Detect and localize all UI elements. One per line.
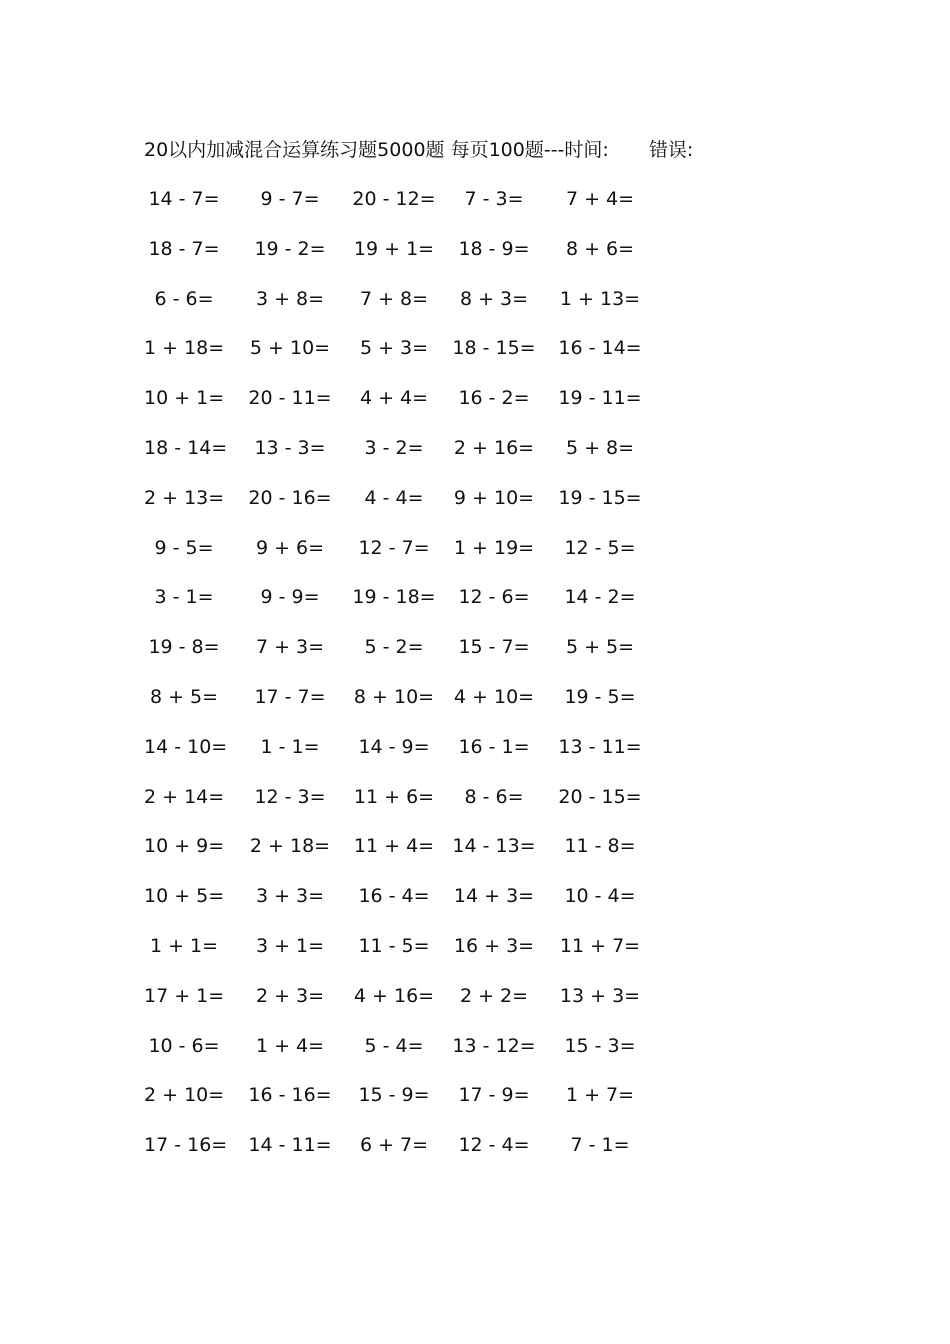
problem-item: 14 - 13= (452, 835, 536, 858)
problem-item: 16 + 3= (453, 934, 535, 957)
problem-item: 11 - 8= (564, 835, 636, 858)
problem-item: 1 + 1= (149, 934, 219, 957)
problem-item: 4 + 4= (359, 387, 429, 410)
problem-item: 13 + 3= (559, 984, 641, 1007)
worksheet-title: 20以内加减混合运算练习题5000题 每页100题---时间: (144, 139, 609, 161)
problem-item: 14 - 7= (148, 188, 220, 210)
problem-item: 3 + 8= (255, 287, 325, 310)
problem-item: 9 + 10= (453, 486, 535, 509)
problem-item: 17 + 1= (144, 984, 225, 1007)
problem-item: 12 - 4= (458, 1134, 530, 1157)
problem-item: 16 - 16= (248, 1084, 332, 1107)
problem-item: 8 + 3= (459, 287, 529, 310)
problem-item: 18 - 7= (148, 237, 220, 260)
problem-item: 16 - 2= (458, 387, 530, 410)
problem-item: 8 + 5= (149, 685, 219, 708)
problem-row (144, 334, 664, 384)
problem-row (144, 534, 664, 584)
problem-item: 1 + 4= (255, 1034, 325, 1057)
problem-row (144, 633, 664, 683)
problem-item: 15 - 7= (458, 636, 530, 659)
problem-row (144, 285, 664, 335)
problem-item: 9 - 9= (260, 586, 320, 609)
problem-item: 13 - 12= (452, 1034, 536, 1057)
problem-item: 2 + 2= (459, 984, 529, 1007)
problem-item: 18 - 15= (452, 337, 536, 360)
problem-item: 2 + 18= (249, 835, 331, 858)
problem-item: 14 - 10= (144, 735, 228, 758)
problem-row (144, 1081, 664, 1131)
problem-item: 2 + 16= (453, 436, 535, 459)
problem-row (144, 733, 664, 783)
problem-item: 1 + 18= (144, 337, 225, 360)
problem-item: 10 - 4= (564, 885, 636, 908)
problem-item: 11 + 4= (353, 835, 435, 858)
problem-item: 5 + 5= (565, 636, 635, 659)
problem-grid (144, 185, 664, 1181)
problem-item: 4 + 16= (353, 984, 435, 1007)
problem-item: 12 - 6= (458, 586, 530, 609)
problem-row (144, 583, 664, 633)
problem-item: 11 + 7= (559, 934, 641, 957)
problem-row (144, 235, 664, 285)
problem-item: 19 - 11= (558, 387, 642, 410)
problem-item: 19 - 15= (558, 486, 642, 509)
problem-item: 7 - 3= (464, 188, 524, 210)
problem-item: 3 - 1= (154, 586, 214, 609)
problem-item: 11 + 6= (353, 785, 435, 808)
problem-item: 2 + 13= (144, 486, 225, 509)
problem-item: 1 - 1= (260, 735, 320, 758)
problem-row (144, 932, 664, 982)
problem-item: 16 - 4= (358, 885, 430, 908)
problem-item: 5 + 10= (249, 337, 331, 360)
problem-item: 10 + 9= (144, 835, 225, 858)
problem-item: 14 - 2= (564, 586, 636, 609)
problem-item: 3 + 1= (255, 934, 325, 957)
problem-row (144, 832, 664, 882)
problem-item: 6 - 6= (154, 287, 214, 310)
problem-item: 17 - 7= (254, 685, 326, 708)
problem-item: 8 + 6= (565, 237, 635, 260)
problem-item: 2 + 14= (144, 785, 225, 808)
problem-item: 7 - 1= (570, 1134, 630, 1157)
problem-row (144, 683, 664, 733)
problem-item: 19 - 2= (254, 237, 326, 260)
problem-item: 9 + 6= (255, 536, 325, 559)
problem-item: 8 + 10= (353, 685, 435, 708)
problem-row (144, 484, 664, 534)
problem-item: 16 - 1= (458, 735, 530, 758)
worksheet-header (144, 136, 693, 164)
problem-item: 3 + 3= (255, 885, 325, 908)
problem-item: 16 - 14= (558, 337, 642, 360)
problem-item: 12 - 7= (358, 536, 430, 559)
problem-row (144, 434, 664, 484)
problem-item: 1 + 13= (559, 287, 641, 310)
problem-item: 10 + 5= (144, 885, 225, 908)
problem-item: 14 + 3= (453, 885, 535, 908)
problem-item: 20 - 16= (248, 486, 332, 509)
problem-item: 9 - 5= (154, 536, 214, 559)
problem-item: 14 - 11= (248, 1134, 332, 1157)
problem-item: 18 - 9= (458, 237, 530, 260)
problem-item: 7 + 8= (359, 287, 429, 310)
problem-item: 10 + 1= (144, 387, 225, 410)
problem-item: 4 + 10= (453, 685, 535, 708)
problem-item: 7 + 4= (565, 188, 635, 210)
problem-item: 19 + 1= (353, 237, 435, 260)
problem-item: 18 - 14= (144, 436, 228, 459)
problem-item: 5 - 4= (364, 1034, 424, 1057)
problem-item: 7 + 3= (255, 636, 325, 659)
problem-item: 20 - 12= (352, 188, 436, 210)
problem-item: 19 - 18= (352, 586, 436, 609)
problem-item: 19 - 5= (564, 685, 636, 708)
problem-row (144, 982, 664, 1032)
problem-item: 5 + 3= (359, 337, 429, 360)
problem-item: 13 - 3= (254, 436, 326, 459)
problem-row (144, 185, 664, 235)
problem-row (144, 783, 664, 833)
problem-item: 8 - 6= (464, 785, 524, 808)
problem-item: 12 - 3= (254, 785, 326, 808)
problem-row (144, 384, 664, 434)
problem-item: 20 - 11= (248, 387, 332, 410)
problem-item: 11 - 5= (358, 934, 430, 957)
problem-row (144, 1032, 664, 1082)
problem-item: 12 - 5= (564, 536, 636, 559)
problem-item: 17 - 9= (458, 1084, 530, 1107)
problem-item: 4 - 4= (364, 486, 424, 509)
problem-item: 2 + 3= (255, 984, 325, 1007)
problem-item: 19 - 8= (148, 636, 220, 659)
errors-label: 错误: (648, 139, 694, 161)
problem-item: 9 - 7= (260, 188, 320, 210)
problem-item: 15 - 3= (564, 1034, 636, 1057)
problem-item: 20 - 15= (558, 785, 642, 808)
problem-item: 13 - 11= (558, 735, 642, 758)
problem-item: 1 + 19= (453, 536, 535, 559)
problem-item: 1 + 7= (565, 1084, 635, 1107)
problem-item: 14 - 9= (358, 735, 430, 758)
problem-row (144, 1131, 664, 1181)
problem-item: 3 - 2= (364, 436, 424, 459)
problem-row (144, 882, 664, 932)
problem-item: 5 - 2= (364, 636, 424, 659)
problem-item: 15 - 9= (358, 1084, 430, 1107)
problem-item: 17 - 16= (144, 1134, 228, 1157)
problem-item: 5 + 8= (565, 436, 635, 459)
problem-item: 10 - 6= (148, 1034, 220, 1057)
problem-item: 2 + 10= (144, 1084, 225, 1107)
problem-item: 6 + 7= (359, 1134, 429, 1157)
